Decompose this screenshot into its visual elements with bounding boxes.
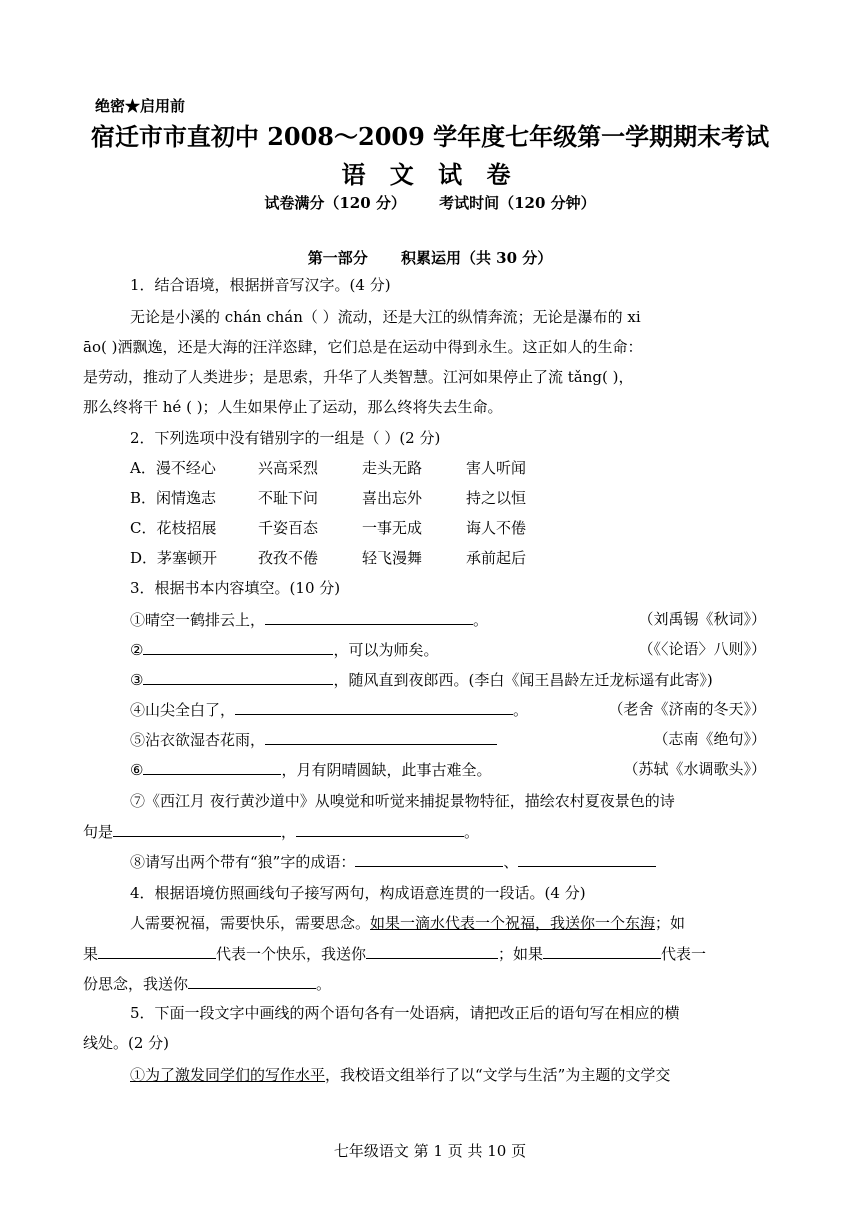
q3-item7-answer: 句是 ， 。 — [83, 820, 479, 843]
answer-blank[interactable] — [143, 758, 281, 775]
fill-pre: ①晴空一鹤排云上， — [130, 611, 266, 629]
full-score: 试卷满分（120 分） — [264, 194, 406, 212]
exam-subtitle: 语 文 试 卷 — [341, 160, 519, 189]
q2-option — [130, 457, 526, 479]
q2-option — [130, 517, 526, 539]
option-word: 兴高采烈 — [258, 459, 319, 477]
fill-post: 。 — [473, 611, 489, 629]
answer-blank[interactable] — [98, 942, 216, 959]
option-word: C．花枝招展 — [130, 519, 217, 537]
option-word: 孜孜不倦 — [258, 549, 319, 567]
q1-line: 无论是小溪的 chán chán（ ）流动，还是大江的纵情奔流；无论是瀑布的 xi — [130, 308, 641, 326]
source-citation: （苏轼《水调歌头》） — [623, 760, 766, 778]
q3-item7: ⑦《西江月 夜行黄沙道中》从嗅觉和听觉来捕捉景物特征，描绘农村夏夜景色的诗 — [130, 792, 675, 810]
fill-pre: ② — [130, 641, 144, 659]
fill-pre: ⑤沾衣欲湿杏花雨， — [130, 731, 266, 749]
answer-blank[interactable] — [188, 972, 316, 989]
q1-stem: 1．结合语境，根据拼音写汉字。(4 分) — [130, 276, 391, 294]
q4-line — [83, 942, 706, 965]
q4-text: ；如果 — [498, 945, 544, 963]
underlined-sentence: ①为了激发同学们的写作水平 — [130, 1066, 326, 1084]
source-citation: （老舍《济南的冬天》） — [608, 700, 766, 718]
fill-pre: ⑧请写出两个带有“狼”字的成语： — [130, 853, 356, 871]
fill-pre: 句是 — [83, 823, 114, 841]
option-word: 害人听闻 — [466, 459, 527, 477]
q4-text: ；如 — [655, 914, 686, 932]
source-citation: （刘禹锡《秋词》） — [638, 610, 766, 628]
answer-blank[interactable] — [235, 698, 513, 715]
q4-line — [83, 972, 331, 995]
option-word: 持之以恒 — [466, 489, 527, 507]
q4-text: 份思念，我送你 — [83, 975, 189, 993]
part-title: 积累运用（共 30 分） — [400, 249, 553, 267]
underlined-sentence: 如果一滴水代表一个祝福，我送你一个东海 — [370, 914, 656, 932]
q4-text: 人需要祝福，需要快乐，需要思念。 — [130, 914, 371, 932]
q5-stem: 5．下面一段文字中画线的两个语句各有一处语病，请把改正后的语句写在相应的横 — [130, 1004, 680, 1022]
fill-post: ，月有阴晴圆缺，此事古难全。 — [281, 761, 492, 779]
fill-post: ，可以为师矣。 — [333, 641, 439, 659]
q5-passage — [130, 1064, 670, 1086]
q3-stem: 3．根据书本内容填空。(10 分) — [130, 579, 341, 597]
source-citation: (李白《闻王昌龄左迁龙标遥有此寄》) — [468, 671, 713, 689]
fill-item — [130, 758, 766, 781]
option-word: 承前起后 — [466, 549, 527, 567]
q4-text: 。 — [316, 975, 332, 993]
source-citation: （志南《绝句》） — [653, 730, 766, 748]
part-label: 第一部分 — [307, 249, 368, 267]
q4-text: 代表一个快乐，我送你 — [216, 945, 367, 963]
answer-blank[interactable] — [296, 820, 464, 837]
option-word: D．茅塞顿开 — [130, 549, 218, 567]
q1-line: 是劳动，推动了人类进步；是思索，升华了人类智慧。江河如果停止了流 tǎng( )， — [83, 368, 634, 386]
option-word: B．闲情逸志 — [130, 489, 217, 507]
fill-post: ，随风直到夜郎西。 — [333, 671, 469, 689]
fill-pre: ③ — [130, 671, 144, 689]
q4-text: 果 — [83, 945, 99, 963]
exam-title: 宿迁市市直初中 2008～2009 学年度七年级第一学期期末考试 — [90, 122, 770, 151]
exam-time: 考试时间（120 分钟） — [439, 194, 596, 212]
answer-blank[interactable] — [265, 728, 497, 745]
part-heading — [0, 247, 860, 268]
q4-stem: 4．根据语境仿照画线句子接写两句，构成语意连贯的一段话。(4 分) — [130, 884, 586, 902]
q5-stem-cont: 线处。(2 分) — [83, 1034, 170, 1052]
option-word: 走头无路 — [362, 459, 423, 477]
q5-text: ，我校语文组举行了以“文学与生活”为主题的文学交 — [325, 1066, 671, 1084]
option-word: A．漫不经心 — [130, 459, 216, 477]
q1-line: āo( )洒飘逸，还是大海的汪洋恣肆，它们总是在运动中得到永生。这正如人的生命： — [83, 338, 643, 356]
answer-blank[interactable] — [143, 668, 333, 685]
fill-item — [130, 698, 766, 721]
fill-pre: ④山尖全白了， — [130, 701, 236, 719]
option-word: 诲人不倦 — [466, 519, 527, 537]
answer-blank[interactable] — [366, 942, 498, 959]
option-word: 千姿百态 — [258, 519, 319, 537]
answer-blank[interactable] — [143, 638, 333, 655]
q3-item8: ⑧请写出两个带有“狼”字的成语： 、 — [130, 850, 656, 873]
q1-line: 那么终将干 hé ( )；人生如果停止了运动，那么终将失去生命。 — [83, 398, 503, 416]
q4-line — [130, 912, 685, 934]
fill-item — [130, 608, 766, 631]
q2-option — [130, 547, 526, 569]
page-footer: 七年级语文 第 1 页 共 10 页 — [333, 1142, 527, 1160]
option-word: 不耻下问 — [258, 489, 319, 507]
option-word: 喜出忘外 — [362, 489, 423, 507]
q4-text: 代表一 — [661, 945, 707, 963]
option-word: 一事无成 — [362, 519, 423, 537]
q2-stem: 2．下列选项中没有错别字的一组是（ ）(2 分) — [130, 429, 441, 447]
fill-item — [130, 638, 766, 661]
option-word: 轻飞漫舞 — [362, 549, 423, 567]
fill-post: 。 — [513, 701, 529, 719]
q2-option — [130, 487, 526, 509]
fill-item — [130, 728, 766, 751]
fill-pre: ⑥ — [130, 761, 144, 779]
answer-blank[interactable] — [543, 942, 661, 959]
fill-item — [130, 668, 770, 691]
answer-blank[interactable] — [265, 608, 473, 625]
answer-blank[interactable] — [113, 820, 281, 837]
answer-blank[interactable] — [518, 850, 656, 867]
confidential-label: 绝密★启用前 — [95, 97, 186, 115]
answer-blank[interactable] — [355, 850, 503, 867]
exam-meta — [0, 192, 860, 213]
source-citation: （《〈论语〉八则》） — [638, 640, 766, 658]
